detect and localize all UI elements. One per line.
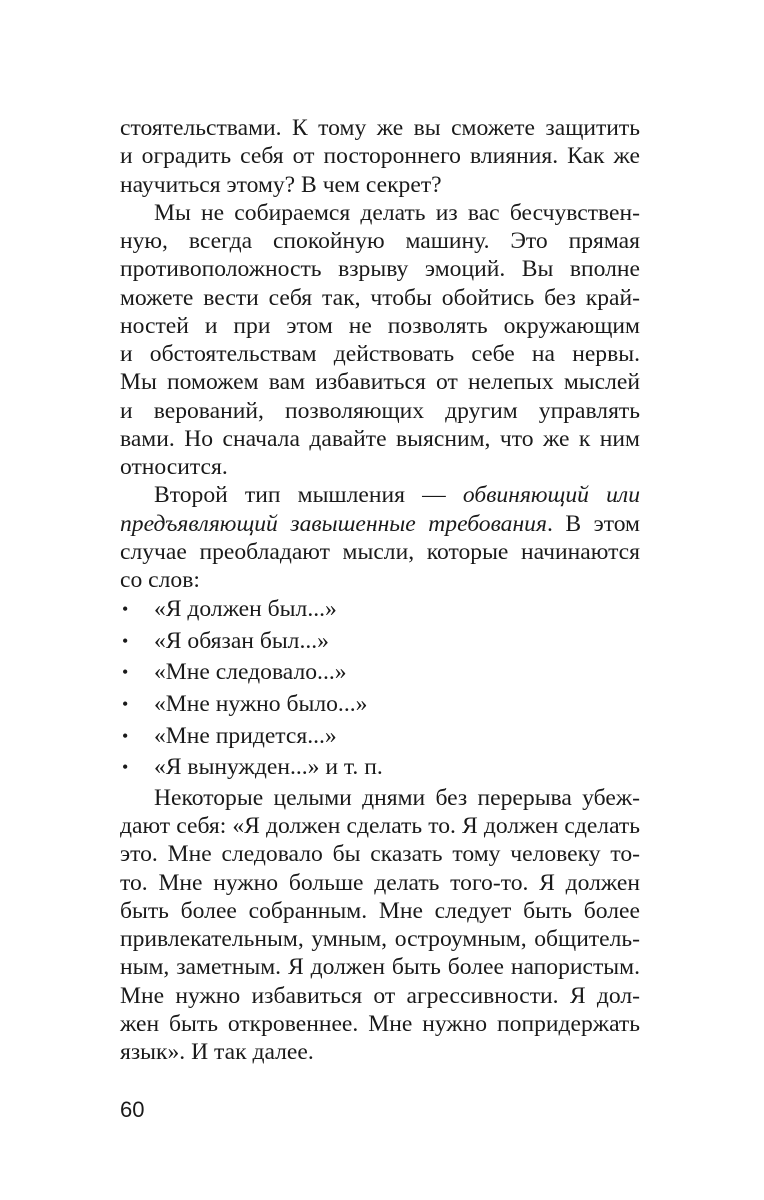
text-line	[120, 481, 640, 509]
bullet-icon: •	[122, 757, 129, 778]
text-line	[120, 510, 640, 538]
italic-term: предъявляющий завышенные требования	[120, 510, 547, 537]
paragraph-2	[120, 199, 640, 482]
page-number: 60	[120, 1097, 145, 1122]
text-run: Второй тип мышления —	[154, 482, 463, 509]
list-item-text: «Мне следовало...»	[154, 659, 347, 686]
bullet-icon: •	[122, 630, 129, 651]
text-line: и верований, позволяющих другим управлять	[120, 397, 640, 424]
list-item-text: «Я должен был...»	[154, 596, 337, 623]
list-item	[120, 689, 640, 721]
text-line: и обстоятельствам действовать себе на нервы.	[120, 341, 640, 367]
text-line: язык». И так далее.	[120, 1039, 314, 1066]
text-line: Мне нужно избавиться от агрессивности. Я дол-	[120, 982, 640, 1009]
bullet-icon: •	[122, 662, 129, 683]
text-line: быть более собранным. Мне следует быть более	[120, 897, 640, 924]
text-line: то. Мне нужно больше делать того-то. Я должен	[120, 869, 640, 896]
text-line: Мы не собираемся делать из вас бесчувствен-	[154, 199, 640, 226]
paragraph-1	[120, 114, 640, 199]
list-item-text: «Мне придется...»	[154, 722, 337, 749]
paragraph-3	[120, 481, 640, 594]
italic-term: обвиняющий или	[462, 482, 640, 509]
bullet-list	[120, 594, 640, 784]
list-item	[120, 626, 640, 658]
list-item	[120, 594, 640, 626]
list-item-text: «Я вынужден...» и т. п.	[154, 754, 383, 781]
text-line: жен быть откровеннее. Мне нужно попридержать	[120, 1010, 640, 1037]
text-line: ным, заметным. Я должен быть более напористым.	[120, 954, 640, 981]
paragraph-4	[120, 784, 640, 1067]
list-item-text: «Я обязан был...»	[154, 627, 329, 654]
text-line: вами. Но сначала давайте выясним, что же к ним	[120, 425, 640, 452]
text-line: ную, всегда спокойную машину. Это прямая	[120, 228, 640, 254]
list-item	[120, 752, 640, 784]
text-line: ностей и при этом не позволять окружающим	[120, 312, 640, 339]
text-line: можете вести себя так, чтобы обойтись без край-	[120, 284, 640, 311]
text-line: научиться этому? В чем секрет?	[120, 171, 442, 198]
text-line: противоположность взрыву эмоций. Вы вполне	[120, 256, 640, 283]
text-line: дают себя: «Я должен сделать то. Я должен сделать	[120, 813, 640, 840]
text-line: Мы поможем вам избавиться от нелепых мыслей	[120, 369, 640, 396]
text-line: относится.	[120, 454, 228, 480]
list-item-text: «Мне нужно было...»	[154, 691, 368, 718]
book-page-body	[120, 114, 640, 1066]
text-line: случае преобладают мысли, которые начинаются	[120, 538, 640, 565]
bullet-icon: •	[122, 694, 129, 715]
text-line: это. Мне следовало бы сказать тому человеку то-	[120, 841, 640, 868]
bullet-icon: •	[122, 599, 129, 620]
list-item	[120, 721, 640, 753]
text-line: стоятельствами. К тому же вы сможете защитить	[120, 115, 640, 141]
bullet-icon: •	[122, 725, 129, 746]
text-line: и оградить себя от постороннего влияния. Как же	[120, 143, 640, 170]
text-line: со слов:	[120, 567, 200, 593]
list-item	[120, 657, 640, 689]
text-run: . В этом	[546, 510, 640, 537]
text-line: Некоторые целыми днями без перерыва убеж-	[154, 784, 640, 811]
text-line: привлекательным, умным, остроумным, общитель-	[120, 926, 640, 953]
